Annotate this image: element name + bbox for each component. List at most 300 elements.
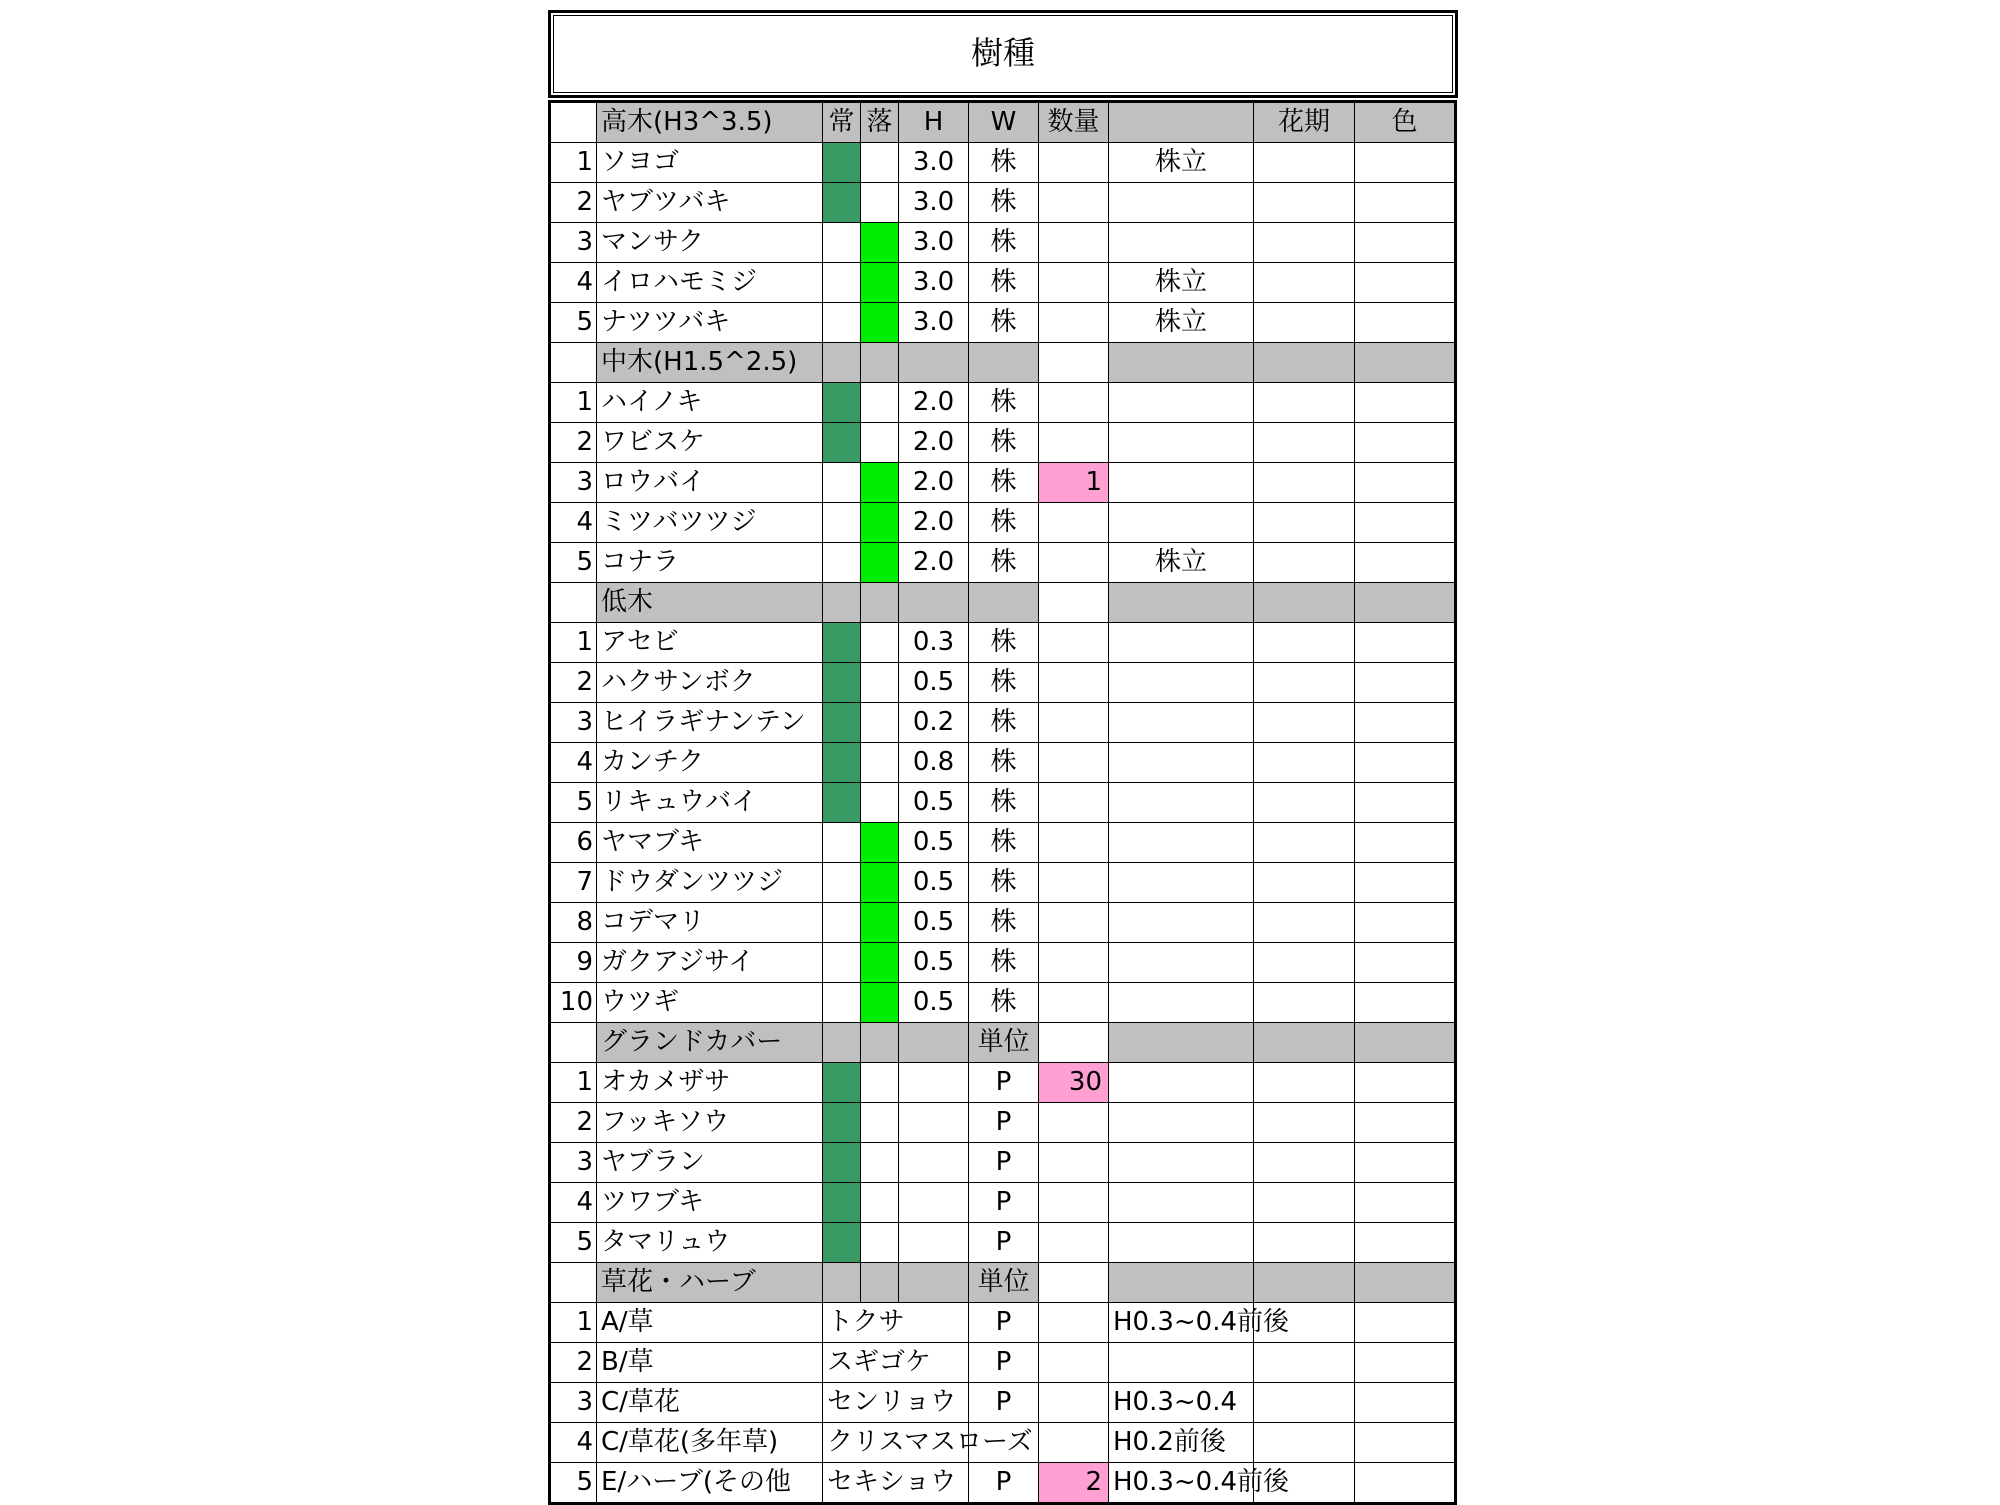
color-cell xyxy=(1355,503,1456,543)
flower-cell xyxy=(1254,903,1355,943)
note-cell xyxy=(1109,1223,1254,1263)
evergreen-marker xyxy=(823,223,861,263)
note-cell: H0.2前後 xyxy=(1109,1423,1254,1463)
evergreen-marker xyxy=(823,823,861,863)
evergreen-marker xyxy=(823,383,861,423)
table-row xyxy=(550,1303,1456,1343)
deciduous-marker xyxy=(861,903,899,943)
table-row xyxy=(550,1143,1456,1183)
species-name: ヤブツバキ xyxy=(597,183,823,223)
height-cell: 2.0 xyxy=(899,543,969,583)
species-name: ナツツバキ xyxy=(597,303,823,343)
header-flower: 花期 xyxy=(1254,102,1355,143)
note-cell xyxy=(1109,823,1254,863)
deciduous-marker xyxy=(861,1223,899,1263)
deciduous-marker xyxy=(861,1063,899,1103)
color-cell xyxy=(1355,1263,1456,1303)
note-cell xyxy=(1109,623,1254,663)
color-cell xyxy=(1355,543,1456,583)
species-name: E/ハーブ(その他 xyxy=(597,1463,823,1504)
deciduous-marker xyxy=(861,303,899,343)
color-cell xyxy=(1355,1143,1456,1183)
note-cell xyxy=(1109,663,1254,703)
table-row xyxy=(550,263,1456,303)
section-title: 草花・ハーブ xyxy=(597,1263,823,1303)
width-cell: 株 xyxy=(969,503,1039,543)
qty-cell xyxy=(1039,183,1109,223)
color-cell xyxy=(1355,1423,1456,1463)
row-number: 1 xyxy=(550,623,597,663)
color-cell xyxy=(1355,1103,1456,1143)
table-row xyxy=(550,903,1456,943)
flower-cell xyxy=(1254,543,1355,583)
width-cell: 株 xyxy=(969,783,1039,823)
note-cell xyxy=(1109,783,1254,823)
table-row xyxy=(550,1343,1456,1383)
flower-cell xyxy=(1254,263,1355,303)
height-cell: 2.0 xyxy=(899,503,969,543)
table-row xyxy=(550,743,1456,783)
height-cell xyxy=(899,1183,969,1223)
row-number: 2 xyxy=(550,1343,597,1383)
width-cell: P xyxy=(969,1063,1039,1103)
color-cell xyxy=(1355,783,1456,823)
row-number xyxy=(550,343,597,383)
table-row xyxy=(550,983,1456,1023)
height-cell: 3.0 xyxy=(899,263,969,303)
deciduous-marker xyxy=(861,1183,899,1223)
color-cell xyxy=(1355,183,1456,223)
qty-cell xyxy=(1039,223,1109,263)
deciduous-cell xyxy=(861,1023,899,1063)
row-number: 3 xyxy=(550,1143,597,1183)
row-number: 5 xyxy=(550,543,597,583)
color-cell xyxy=(1355,1183,1456,1223)
height-cell: 3.0 xyxy=(899,143,969,183)
qty-cell xyxy=(1039,1303,1109,1343)
species-name: ガクアジサイ xyxy=(597,943,823,983)
unit-cell: P xyxy=(969,1303,1039,1343)
color-cell xyxy=(1355,903,1456,943)
flower-cell xyxy=(1254,343,1355,383)
table-row xyxy=(550,223,1456,263)
deciduous-marker xyxy=(861,823,899,863)
flower-cell xyxy=(1254,1023,1355,1063)
species-name: アセビ xyxy=(597,623,823,663)
note-cell xyxy=(1109,943,1254,983)
qty-cell: 2 xyxy=(1039,1463,1109,1504)
height-cell xyxy=(899,1063,969,1103)
species-name: タマリュウ xyxy=(597,1223,823,1263)
deciduous-cell xyxy=(861,1263,899,1303)
qty-cell xyxy=(1039,1223,1109,1263)
height-cell: 2.0 xyxy=(899,463,969,503)
header-w: W xyxy=(969,102,1039,143)
deciduous-marker xyxy=(861,143,899,183)
note-cell xyxy=(1109,343,1254,383)
deciduous-marker xyxy=(861,423,899,463)
header-evergreen: 常 xyxy=(823,102,861,143)
row-number: 2 xyxy=(550,1103,597,1143)
width-cell: 株 xyxy=(969,903,1039,943)
evergreen-marker xyxy=(823,1143,861,1183)
species-name: ワビスケ xyxy=(597,423,823,463)
row-number: 9 xyxy=(550,943,597,983)
qty-cell xyxy=(1039,1143,1109,1183)
flower-cell xyxy=(1254,623,1355,663)
species-name: ミツバツツジ xyxy=(597,503,823,543)
color-cell xyxy=(1355,1383,1456,1423)
deciduous-marker xyxy=(861,543,899,583)
qty-cell xyxy=(1039,863,1109,903)
qty-cell xyxy=(1039,343,1109,383)
note-cell xyxy=(1109,1343,1254,1383)
table-row xyxy=(550,1183,1456,1223)
width-cell: 株 xyxy=(969,383,1039,423)
color-cell xyxy=(1355,823,1456,863)
flower-cell xyxy=(1254,983,1355,1023)
species-name: ロウバイ xyxy=(597,463,823,503)
section-row xyxy=(550,583,1456,623)
species-name: リキュウバイ xyxy=(597,783,823,823)
title-box xyxy=(548,10,1458,98)
species-name: コデマリ xyxy=(597,903,823,943)
species-name: オカメザサ xyxy=(597,1063,823,1103)
evergreen-marker xyxy=(823,943,861,983)
row-number: 5 xyxy=(550,1223,597,1263)
height-cell xyxy=(899,583,969,623)
row-number xyxy=(550,583,597,623)
height-cell: 2.0 xyxy=(899,383,969,423)
width-cell: 株 xyxy=(969,263,1039,303)
qty-cell xyxy=(1039,263,1109,303)
row-number: 5 xyxy=(550,783,597,823)
height-cell: 0.8 xyxy=(899,743,969,783)
species-name: ヤマブキ xyxy=(597,823,823,863)
table-row xyxy=(550,783,1456,823)
unit-label: 単位 xyxy=(969,1263,1039,1303)
header-row xyxy=(550,102,1456,143)
sheet-title: 樹種 xyxy=(970,34,1035,72)
note-cell: H0.3~0.4前後 xyxy=(1109,1303,1254,1343)
row-number: 2 xyxy=(550,423,597,463)
height-cell: 0.2 xyxy=(899,703,969,743)
species-name: ドウダンツツジ xyxy=(597,863,823,903)
row-number: 3 xyxy=(550,1383,597,1423)
qty-cell xyxy=(1039,783,1109,823)
note-cell xyxy=(1109,1263,1254,1303)
color-cell xyxy=(1355,1463,1456,1504)
flower-cell xyxy=(1254,743,1355,783)
color-cell xyxy=(1355,1063,1456,1103)
color-cell xyxy=(1355,263,1456,303)
qty-cell xyxy=(1039,423,1109,463)
unit-label xyxy=(969,343,1039,383)
color-cell xyxy=(1355,863,1456,903)
width-cell: 株 xyxy=(969,983,1039,1023)
species-variety: セキショウ xyxy=(823,1463,969,1504)
note-cell xyxy=(1109,1103,1254,1143)
header-num-cell xyxy=(550,102,597,143)
evergreen-marker xyxy=(823,183,861,223)
note-cell xyxy=(1109,863,1254,903)
species-table xyxy=(548,100,1457,1505)
row-number: 3 xyxy=(550,223,597,263)
species-name: ソヨゴ xyxy=(597,143,823,183)
flower-cell xyxy=(1254,423,1355,463)
table-row xyxy=(550,463,1456,503)
color-cell xyxy=(1355,303,1456,343)
species-name: イロハモミジ xyxy=(597,263,823,303)
flower-cell xyxy=(1254,223,1355,263)
table-row xyxy=(550,503,1456,543)
evergreen-marker xyxy=(823,783,861,823)
flower-cell xyxy=(1254,943,1355,983)
unit-label xyxy=(969,583,1039,623)
qty-cell xyxy=(1039,1423,1109,1463)
height-cell: 3.0 xyxy=(899,183,969,223)
evergreen-marker xyxy=(823,1183,861,1223)
table-row xyxy=(550,703,1456,743)
row-number: 4 xyxy=(550,1423,597,1463)
row-number: 4 xyxy=(550,743,597,783)
unit-cell: P xyxy=(969,1343,1039,1383)
note-cell xyxy=(1109,383,1254,423)
deciduous-marker xyxy=(861,503,899,543)
species-name: C/草花(多年草) xyxy=(597,1423,823,1463)
deciduous-marker xyxy=(861,743,899,783)
evergreen-marker xyxy=(823,623,861,663)
qty-cell xyxy=(1039,1343,1109,1383)
deciduous-marker xyxy=(861,383,899,423)
section-title: グランドカバー xyxy=(597,1023,823,1063)
species-name: ツワブキ xyxy=(597,1183,823,1223)
height-cell xyxy=(899,343,969,383)
note-cell: 株立 xyxy=(1109,143,1254,183)
evergreen-marker xyxy=(823,1103,861,1143)
evergreen-cell xyxy=(823,1263,861,1303)
note-cell xyxy=(1109,983,1254,1023)
note-cell xyxy=(1109,223,1254,263)
flower-cell xyxy=(1254,1103,1355,1143)
evergreen-cell xyxy=(823,343,861,383)
table-body xyxy=(550,102,1456,1504)
width-cell: 株 xyxy=(969,143,1039,183)
evergreen-marker xyxy=(823,143,861,183)
height-cell xyxy=(899,1223,969,1263)
width-cell: P xyxy=(969,1223,1039,1263)
deciduous-marker xyxy=(861,703,899,743)
species-name: ハクサンボク xyxy=(597,663,823,703)
species-name: カンチク xyxy=(597,743,823,783)
color-cell xyxy=(1355,1343,1456,1383)
row-number xyxy=(550,1023,597,1063)
note-cell xyxy=(1109,1183,1254,1223)
deciduous-marker xyxy=(861,783,899,823)
deciduous-marker xyxy=(861,1143,899,1183)
color-cell xyxy=(1355,223,1456,263)
header-h: H xyxy=(899,102,969,143)
table-row xyxy=(550,1103,1456,1143)
note-cell: H0.3~0.4 xyxy=(1109,1383,1254,1423)
evergreen-marker xyxy=(823,983,861,1023)
color-cell xyxy=(1355,983,1456,1023)
species-name: コナラ xyxy=(597,543,823,583)
qty-cell xyxy=(1039,663,1109,703)
note-cell: 株立 xyxy=(1109,543,1254,583)
height-cell: 0.3 xyxy=(899,623,969,663)
unit-cell: P xyxy=(969,1383,1039,1423)
color-cell xyxy=(1355,463,1456,503)
color-cell xyxy=(1355,343,1456,383)
evergreen-marker xyxy=(823,543,861,583)
row-number: 6 xyxy=(550,823,597,863)
row-number: 1 xyxy=(550,1063,597,1103)
note-cell xyxy=(1109,703,1254,743)
deciduous-marker xyxy=(861,943,899,983)
flower-cell xyxy=(1254,143,1355,183)
row-number: 5 xyxy=(550,303,597,343)
height-cell xyxy=(899,1263,969,1303)
deciduous-marker xyxy=(861,623,899,663)
species-variety: トクサ xyxy=(823,1303,969,1343)
table-row xyxy=(550,823,1456,863)
species-name: ハイノキ xyxy=(597,383,823,423)
qty-cell xyxy=(1039,703,1109,743)
deciduous-marker xyxy=(861,983,899,1023)
species-name: ヤブラン xyxy=(597,1143,823,1183)
height-cell xyxy=(899,1143,969,1183)
evergreen-marker xyxy=(823,703,861,743)
row-number: 5 xyxy=(550,1463,597,1504)
table-row xyxy=(550,943,1456,983)
qty-cell xyxy=(1039,983,1109,1023)
row-number: 2 xyxy=(550,183,597,223)
flower-cell xyxy=(1254,503,1355,543)
height-cell: 0.5 xyxy=(899,783,969,823)
qty-cell xyxy=(1039,903,1109,943)
species-name: C/草花 xyxy=(597,1383,823,1423)
flower-cell xyxy=(1254,1063,1355,1103)
row-number: 10 xyxy=(550,983,597,1023)
table-row xyxy=(550,143,1456,183)
table-row xyxy=(550,543,1456,583)
width-cell: 株 xyxy=(969,703,1039,743)
row-number: 4 xyxy=(550,503,597,543)
note-cell xyxy=(1109,1063,1254,1103)
table-row xyxy=(550,423,1456,463)
height-cell: 0.5 xyxy=(899,903,969,943)
flower-cell xyxy=(1254,1343,1355,1383)
width-cell: 株 xyxy=(969,543,1039,583)
deciduous-marker xyxy=(861,183,899,223)
species-name: A/草 xyxy=(597,1303,823,1343)
flower-cell xyxy=(1254,1143,1355,1183)
flower-cell xyxy=(1254,863,1355,903)
row-number: 3 xyxy=(550,703,597,743)
unit-label: 単位 xyxy=(969,1023,1039,1063)
width-cell: 株 xyxy=(969,423,1039,463)
note-cell xyxy=(1109,1143,1254,1183)
qty-cell xyxy=(1039,1263,1109,1303)
row-number: 7 xyxy=(550,863,597,903)
color-cell xyxy=(1355,423,1456,463)
width-cell: 株 xyxy=(969,463,1039,503)
color-cell xyxy=(1355,1023,1456,1063)
row-number: 2 xyxy=(550,663,597,703)
qty-cell xyxy=(1039,143,1109,183)
header-deciduous: 落 xyxy=(861,102,899,143)
width-cell: 株 xyxy=(969,623,1039,663)
qty-cell xyxy=(1039,1183,1109,1223)
flower-cell xyxy=(1254,1263,1355,1303)
species-name: B/草 xyxy=(597,1343,823,1383)
color-cell xyxy=(1355,143,1456,183)
evergreen-marker xyxy=(823,503,861,543)
note-cell: 株立 xyxy=(1109,303,1254,343)
note-cell xyxy=(1109,743,1254,783)
table-row xyxy=(550,383,1456,423)
row-number: 3 xyxy=(550,463,597,503)
species-name: ウツギ xyxy=(597,983,823,1023)
width-cell: 株 xyxy=(969,943,1039,983)
width-cell: 株 xyxy=(969,663,1039,703)
height-cell xyxy=(899,1103,969,1143)
table-row xyxy=(550,623,1456,663)
width-cell: P xyxy=(969,1143,1039,1183)
width-cell: 株 xyxy=(969,183,1039,223)
color-cell xyxy=(1355,583,1456,623)
flower-cell xyxy=(1254,383,1355,423)
evergreen-marker xyxy=(823,663,861,703)
table-row xyxy=(550,1063,1456,1103)
height-cell: 0.5 xyxy=(899,663,969,703)
height-cell: 0.5 xyxy=(899,943,969,983)
deciduous-cell xyxy=(861,343,899,383)
width-cell: 株 xyxy=(969,223,1039,263)
table-row xyxy=(550,1423,1456,1463)
qty-cell xyxy=(1039,1023,1109,1063)
color-cell xyxy=(1355,623,1456,663)
note-cell: 株立 xyxy=(1109,263,1254,303)
header-note xyxy=(1109,102,1254,143)
qty-cell xyxy=(1039,303,1109,343)
note-cell xyxy=(1109,463,1254,503)
flower-cell xyxy=(1254,663,1355,703)
flower-cell xyxy=(1254,783,1355,823)
header-qty: 数量 xyxy=(1039,102,1109,143)
evergreen-cell xyxy=(823,1023,861,1063)
flower-cell xyxy=(1254,1383,1355,1423)
flower-cell xyxy=(1254,703,1355,743)
width-cell: P xyxy=(969,1103,1039,1143)
evergreen-marker xyxy=(823,303,861,343)
evergreen-marker xyxy=(823,1063,861,1103)
species-variety: センリョウ xyxy=(823,1383,969,1423)
row-number: 4 xyxy=(550,263,597,303)
flower-cell xyxy=(1254,463,1355,503)
color-cell xyxy=(1355,743,1456,783)
evergreen-marker xyxy=(823,1223,861,1263)
color-cell xyxy=(1355,663,1456,703)
evergreen-marker xyxy=(823,903,861,943)
note-cell: H0.3~0.4前後 xyxy=(1109,1463,1254,1504)
table-row xyxy=(550,1463,1456,1504)
flower-cell xyxy=(1254,1223,1355,1263)
flower-cell xyxy=(1254,1423,1355,1463)
height-cell: 0.5 xyxy=(899,823,969,863)
deciduous-marker xyxy=(861,263,899,303)
